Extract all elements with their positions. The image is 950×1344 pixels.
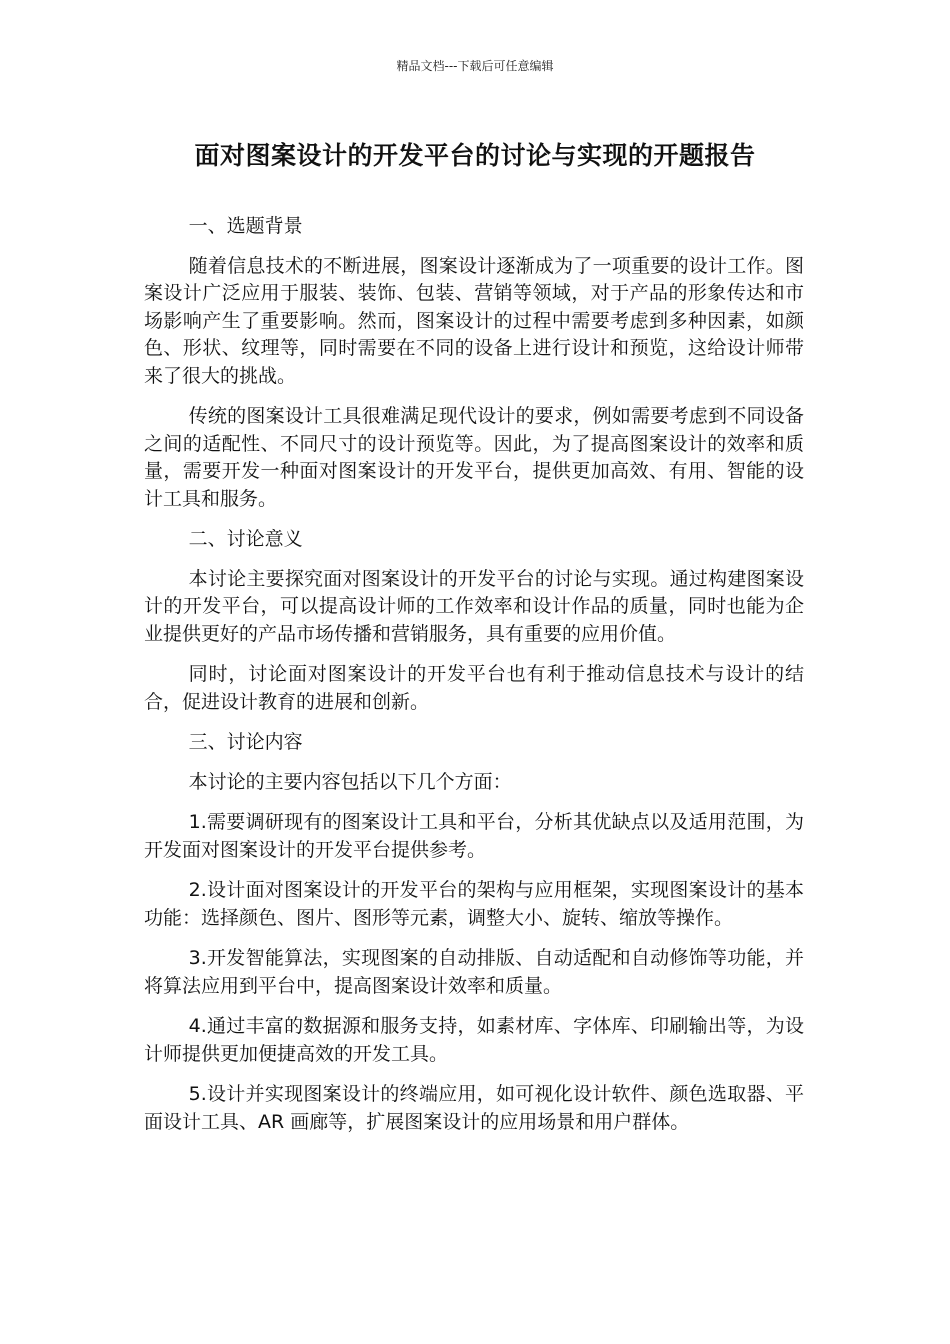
section-heading: 二、讨论意义 <box>188 528 303 550</box>
document-title: 面对图案设计的开发平台的讨论与实现的开题报告 <box>194 141 756 170</box>
paragraph: 本讨论的主要内容包括以下几个方面： <box>188 770 512 793</box>
list-item: 1.需要调研现有的图案设计工具和平台，分析其优缺点以及适用范围，为开发面对图案设计的开发平台提供参考。 <box>144 811 804 861</box>
list-item: 5.设计并实现图案设计的终端应用，如可视化设计软件、颜色选取器、平面设计工具、AR 画廊等，扩展图案设计的应用场景和用户群体。 <box>144 1083 804 1133</box>
section-heading: 三、讨论内容 <box>188 731 303 753</box>
list-item: 4.通过丰富的数据源和服务支持，如素材库、字体库、印刷输出等，为设计师提供更加便捷高效的开发工具。 <box>144 1015 804 1065</box>
paragraph: 本讨论主要探究面对图案设计的开发平台的讨论与实现。通过构建图案设计的开发平台，可以提高设计师的工作效率和设计作品的质量，同时也能为企业提供更好的产品市场传播和营销服务，具有重要的应用价值。 <box>144 567 804 645</box>
document-body <box>144 213 804 1149</box>
page-header: 精品文档---下载后可任意编辑 <box>396 59 554 73</box>
list-item: 3.开发智能算法，实现图案的自动排版、自动适配和自动修饰等功能，并将算法应用到平台中，提高图案设计效率和质量。 <box>144 947 804 997</box>
paragraph: 随着信息技术的不断进展，图案设计逐渐成为了一项重要的设计工作。图案设计广泛应用于服装、装饰、包装、营销等领域，对于产品的形象传达和市场影响产生了重要影响。然而，图案设计的过程中需要考虑到多种因素，如颜色、形状、纹理等，同时需要在不同的设备上进行设计和预览，这给设计师带来了很大的挑战。 <box>144 254 804 387</box>
paragraph: 传统的图案设计工具很难满足现代设计的要求，例如需要考虑到不同设备之间的适配性、不同尺寸的设计预览等。因此，为了提高图案设计的效率和质量，需要开发一种面对图案设计的开发平台，提供更加高效、有用、智能的设计工具和服务。 <box>144 405 804 510</box>
list-item: 2.设计面对图案设计的开发平台的架构与应用框架，实现图案设计的基本功能：选择颜色、图片、图形等元素，调整大小、旋转、缩放等操作。 <box>144 879 804 929</box>
section-heading: 一、选题背景 <box>188 215 303 237</box>
paragraph: 同时，讨论面对图案设计的开发平台也有利于推动信息技术与设计的结合，促进设计教育的进展和创新。 <box>144 663 804 713</box>
